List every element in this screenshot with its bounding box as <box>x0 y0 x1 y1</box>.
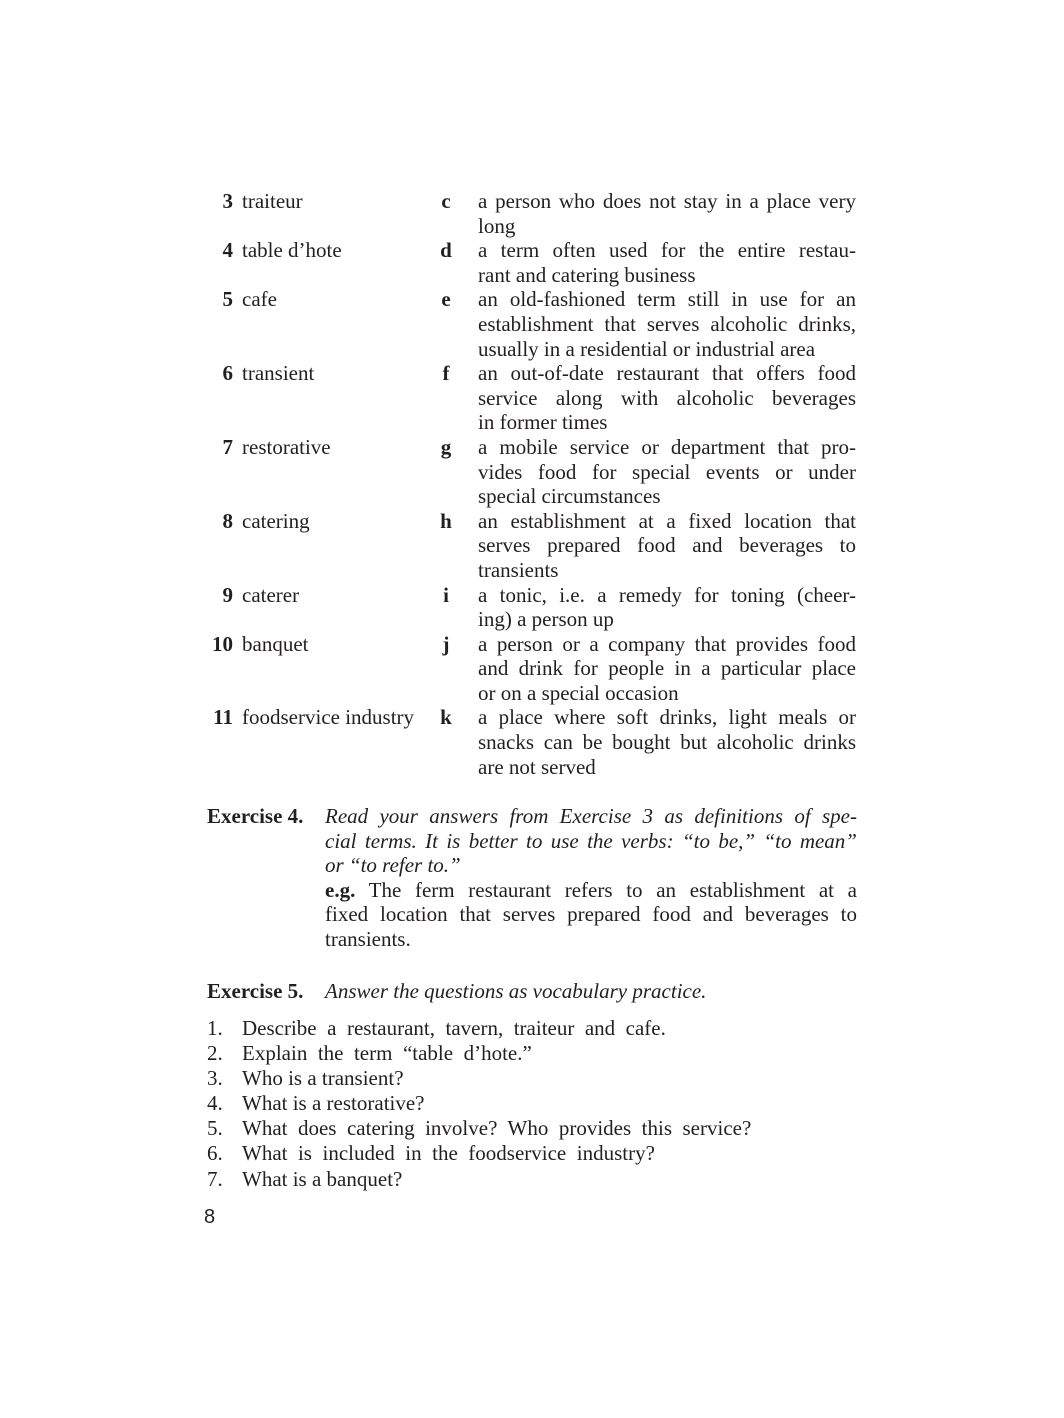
question-item <box>207 1066 751 1091</box>
definition-line: a term often used for the entire restau- <box>478 238 856 263</box>
definition-line: special circumstances <box>478 484 661 509</box>
definition-line: ing) a person up <box>478 607 614 632</box>
matching-row <box>200 509 860 583</box>
definition-line: long <box>478 213 516 238</box>
term: table d’hote <box>242 238 342 263</box>
definition-line: a place where soft drinks, light meals or <box>478 705 856 730</box>
definition-line: serves prepared food and beverages to <box>478 533 856 558</box>
question-item <box>207 1091 751 1116</box>
term: traiteur <box>242 189 303 213</box>
example-line: fixed location that serves prepared food and beverages to <box>325 902 857 927</box>
question-number: 1. <box>207 1016 223 1040</box>
question-item <box>207 1016 751 1041</box>
definition <box>478 435 856 509</box>
definition-line: transients <box>478 557 559 582</box>
definition-line: an establishment at a fixed location that <box>478 508 856 533</box>
matching-row <box>200 287 860 361</box>
exercise-5 <box>207 979 857 1004</box>
matching-row <box>200 361 860 435</box>
term-number: 4 <box>222 238 233 263</box>
definition-letter: d <box>440 238 452 263</box>
instruction-line: or “to refer to.” <box>325 853 461 878</box>
question-item <box>207 1116 751 1141</box>
definition-letter: c <box>441 189 451 213</box>
definition-line: a mobile service or department that pro- <box>478 434 856 459</box>
definition-line: a person who does not stay in a place very <box>478 189 856 213</box>
term: caterer <box>242 582 300 607</box>
instruction-line: Read your answers from Exercise 3 as definitions of spe- <box>325 804 857 828</box>
definition-letter: e <box>441 287 451 312</box>
question-list <box>207 1016 751 1192</box>
definition <box>478 361 856 435</box>
term: transient <box>242 361 315 386</box>
exercise-4-label: Exercise 4. <box>207 804 304 828</box>
definition <box>478 189 856 238</box>
definition-letter: g <box>440 434 452 459</box>
definition-line: an out-of-date restaurant that offers food <box>478 361 856 386</box>
question-text: Explain the term “table d’hote.” <box>242 1041 532 1066</box>
matching-row <box>200 238 860 287</box>
matching-row <box>200 583 860 632</box>
definition-line: snacks can be bought but alcoholic drinks <box>478 730 856 755</box>
instruction-line: cial terms. It is better to use the verbs: “to be,” “to mean” <box>325 828 857 853</box>
question-text: What is included in the foodservice industry? <box>242 1141 655 1166</box>
definition-line: a person or a company that provides food <box>478 631 856 656</box>
definition-letter: f <box>442 361 450 386</box>
definition-line: in former times <box>478 410 608 435</box>
example-line: transients. <box>325 926 411 951</box>
question-number: 6. <box>207 1141 223 1166</box>
question-text: What is a restorative? <box>242 1091 425 1116</box>
definition-line: rant and catering business <box>478 262 696 287</box>
question-text: What is a banquet? <box>242 1166 403 1191</box>
question-text: Who is a transient? <box>242 1066 404 1091</box>
term: cafe <box>242 287 277 312</box>
exercise-5-label: Exercise 5. <box>207 979 304 1003</box>
question-number: 5. <box>207 1116 223 1141</box>
term-number: 6 <box>222 361 233 386</box>
definition <box>478 583 856 632</box>
definition-line: establishment that serves alcoholic drinks, <box>478 311 856 336</box>
definition-letter: j <box>442 631 450 656</box>
term: catering <box>242 508 310 533</box>
page-number: 8 <box>204 1206 216 1228</box>
definition-line: vides food for special events or under <box>478 459 856 484</box>
question-item <box>207 1041 751 1066</box>
matching-table <box>200 189 860 779</box>
definition-letter: h <box>440 508 452 533</box>
term: foodservice industry <box>242 705 415 730</box>
term-number: 9 <box>222 582 233 607</box>
definition-line: a tonic, i.e. a remedy for toning (cheer- <box>478 582 856 607</box>
term: restorative <box>242 434 331 459</box>
definition <box>478 287 856 361</box>
example-line: e.g. The ferm restaurant refers to an establishment at a <box>325 877 857 902</box>
definition-line: usually in a residential or industrial area <box>478 336 816 361</box>
definition-line: or on a special occasion <box>478 680 679 705</box>
definition <box>478 632 856 706</box>
question-item <box>207 1167 751 1192</box>
term-number: 10 <box>212 631 233 656</box>
term-number: 7 <box>222 434 233 459</box>
definition <box>478 238 856 287</box>
question-text: What does catering involve? Who provides this service? <box>242 1116 752 1141</box>
definition-letter: k <box>440 705 452 730</box>
definition-letter: i <box>443 582 449 607</box>
definition <box>478 509 856 583</box>
matching-row <box>200 435 860 509</box>
question-text: Describe a restaurant, tavern, traiteur and cafe. <box>242 1016 666 1040</box>
definition-line: service along with alcoholic beverages <box>478 385 856 410</box>
matching-row <box>200 705 860 779</box>
definition-line: and drink for people in a particular place <box>478 656 856 681</box>
term-number: 5 <box>222 287 233 312</box>
question-number: 4. <box>207 1091 223 1116</box>
question-number: 3. <box>207 1066 223 1091</box>
term-number: 11 <box>213 705 233 730</box>
question-item <box>207 1141 751 1166</box>
exercise-4 <box>207 804 857 952</box>
definition <box>478 705 856 779</box>
term-number: 3 <box>222 189 233 213</box>
question-number: 7. <box>207 1166 223 1191</box>
question-number: 2. <box>207 1041 223 1066</box>
definition-line: are not served <box>478 754 596 779</box>
matching-row <box>200 632 860 706</box>
term-number: 8 <box>222 508 233 533</box>
term: banquet <box>242 631 309 656</box>
matching-row <box>200 189 860 238</box>
definition-line: an old-fashioned term still in use for an <box>478 287 856 312</box>
exercise-5-instruction: Answer the questions as vocabulary practice. <box>325 979 707 1003</box>
